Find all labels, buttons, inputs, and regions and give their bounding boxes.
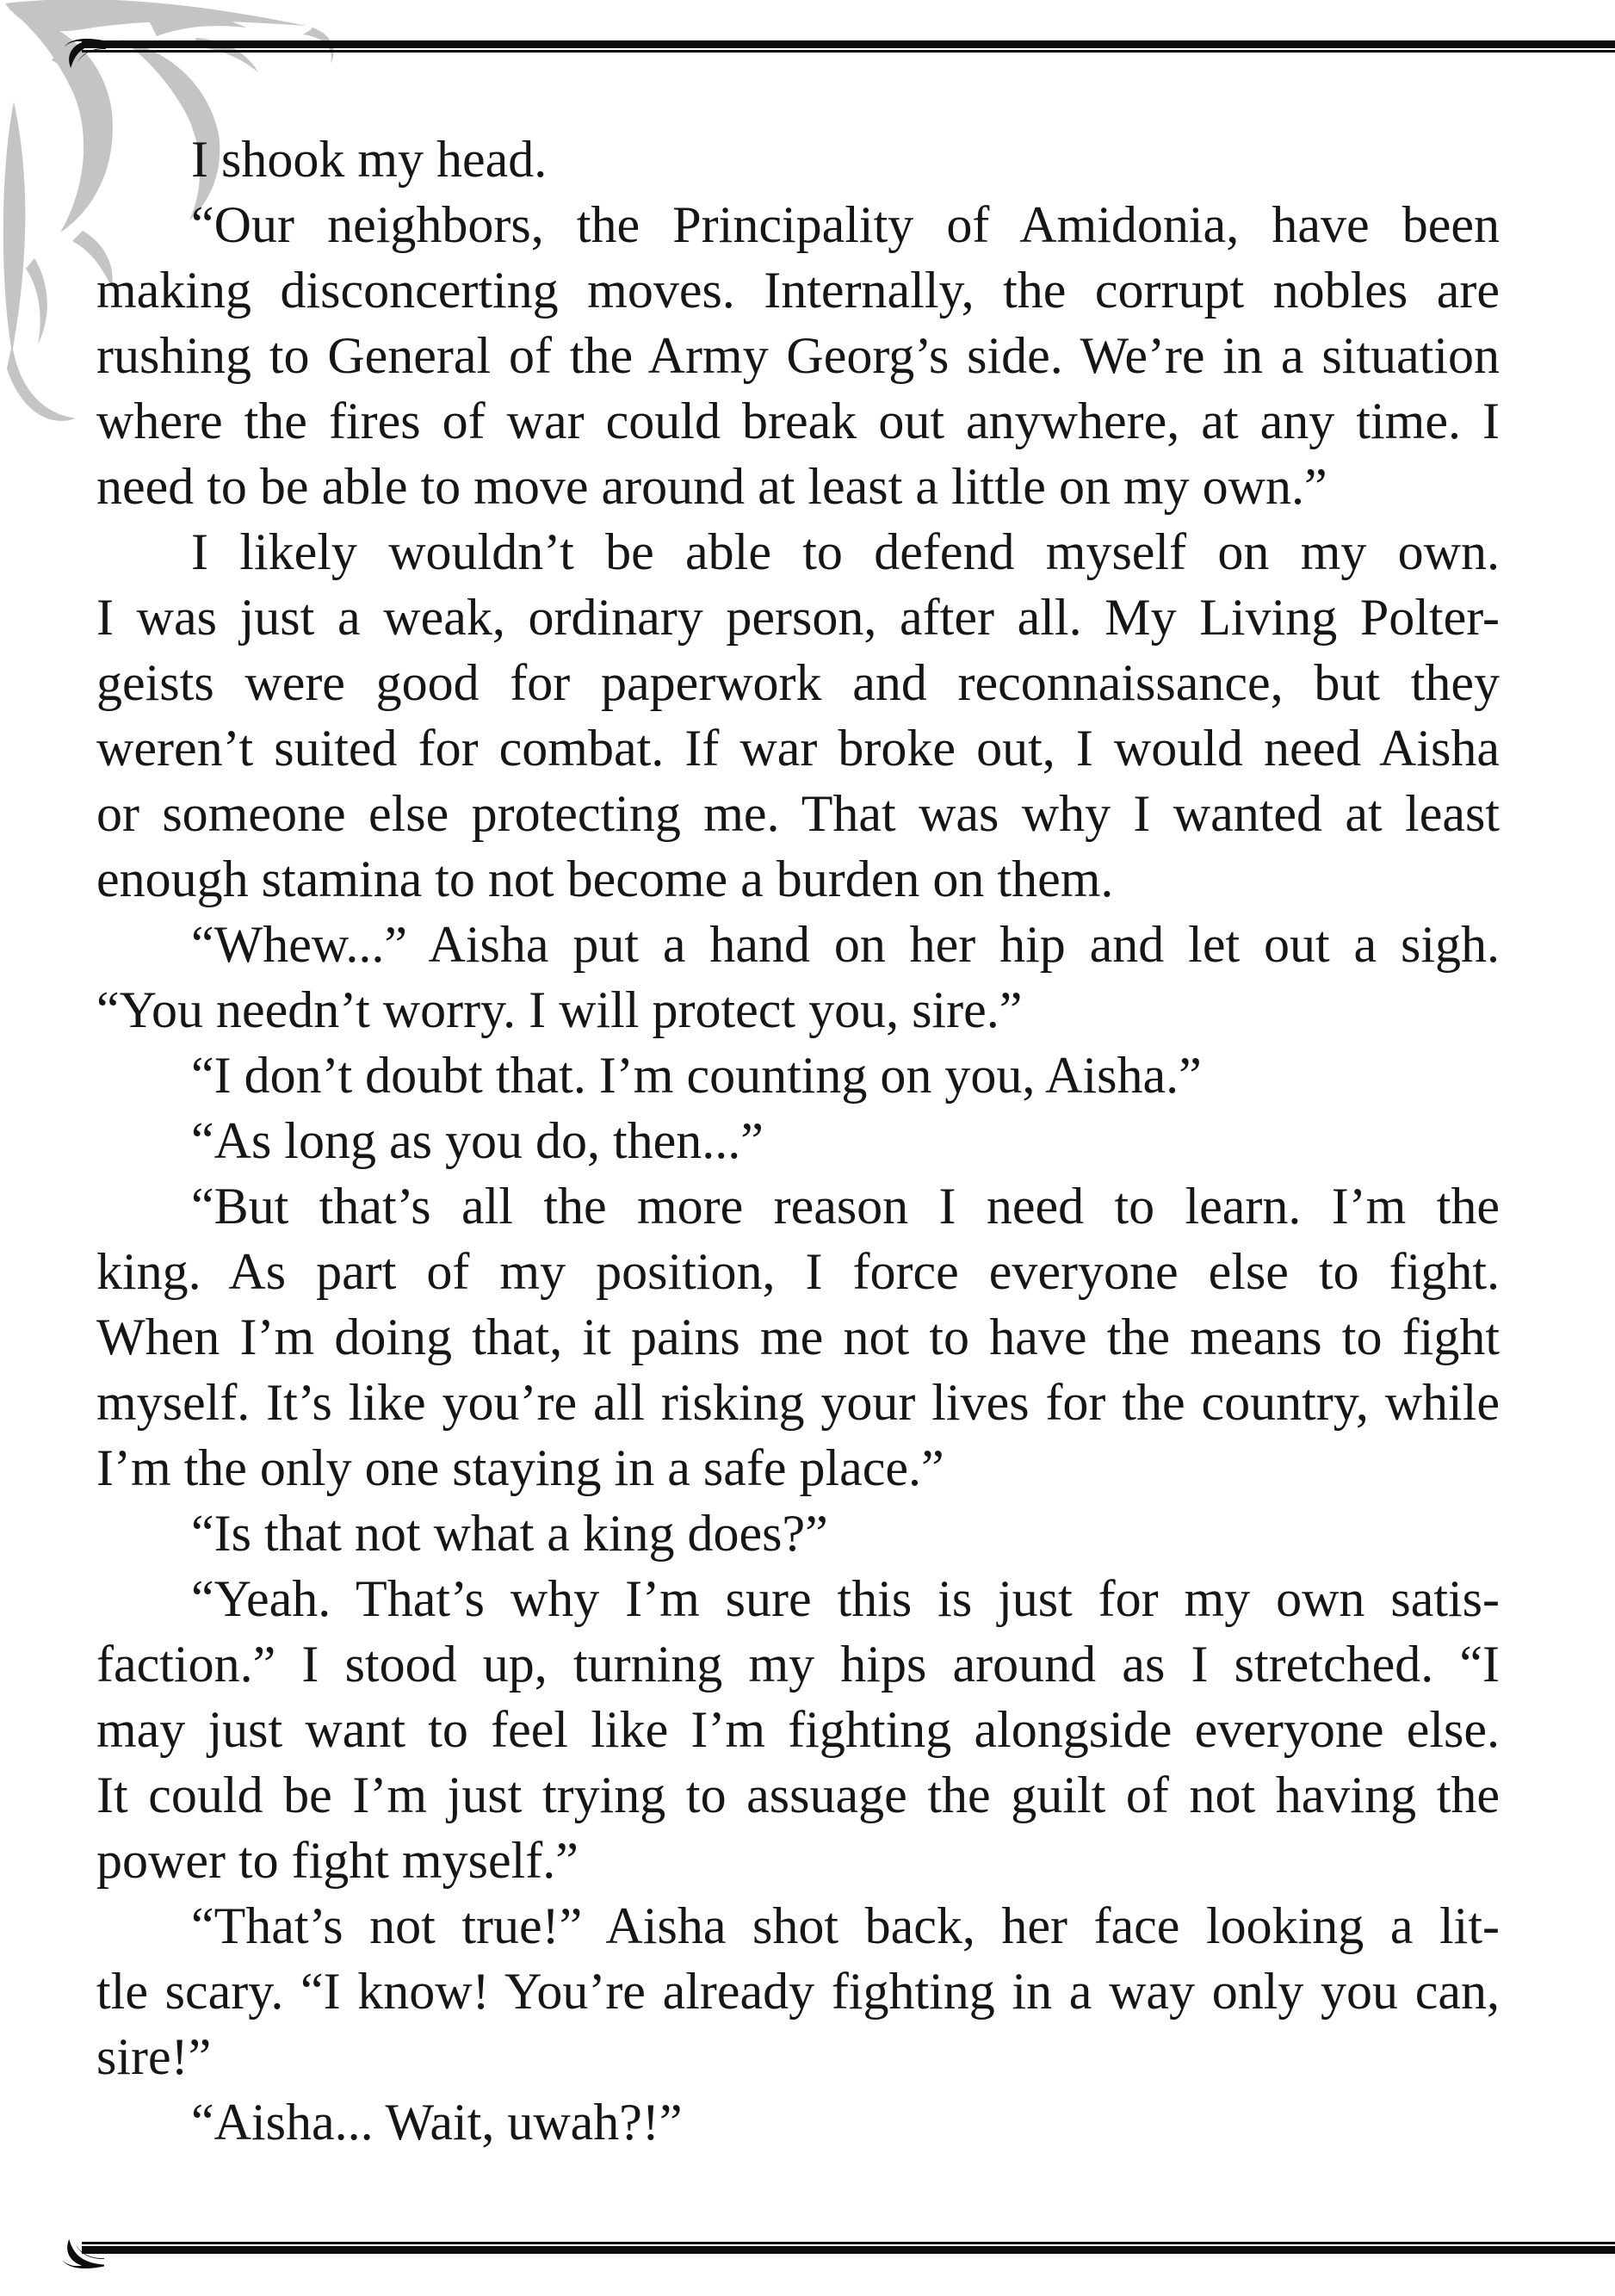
text-line: “Our neighbors, the Principality of Amidonia, have been (191, 196, 1500, 253)
text-line: sire!” (96, 2028, 212, 2085)
text-line: “Whew...” Aisha put a hand on her hip and let out a sigh. (191, 916, 1500, 973)
text-line: or someone else protecting me. That was why I wanted at least (96, 785, 1500, 842)
top-rule-swash-icon (63, 38, 106, 77)
text-block (96, 127, 1500, 2155)
text-line: “I don’t doubt that. I’m counting on you, Aisha.” (191, 1047, 1202, 1104)
text-line: I’m the only one staying in a safe place.” (96, 1439, 944, 1496)
text-line: It could be I’m just trying to assuage the guilt of not having the (96, 1767, 1500, 1823)
text-line: enough stamina to not become a burden on them. (96, 851, 1114, 907)
text-line: “Aisha... Wait, uwah?!” (191, 2094, 683, 2151)
text-line: myself. It’s like you’re all risking your lives for the country, while (96, 1374, 1500, 1431)
text-line: I likely wouldn’t be able to defend myself on my own. (191, 523, 1500, 580)
text-line: need to be able to move around at least a little on my own.” (96, 458, 1327, 515)
top-border-rule (82, 40, 1615, 53)
text-line: “You needn’t worry. I will protect you, sire.” (96, 981, 1023, 1038)
text-line: where the fires of war could break out anywhere, at any time. I (96, 393, 1500, 449)
text-line: weren’t suited for combat. If war broke out, I would need Aisha (96, 720, 1500, 777)
text-line: When I’m doing that, it pains me not to have the means to fight (96, 1309, 1500, 1365)
bottom-rule-thick-line (82, 2246, 1615, 2254)
bottom-rule-thin-line (82, 2242, 1615, 2244)
text-line: tle scary. “I know! You’re already fighting in a way only you can, (96, 1963, 1500, 2020)
text-line: I shook my head. (191, 131, 548, 188)
text-line: “That’s not true!” Aisha shot back, her face looking a lit- (191, 1897, 1500, 1954)
text-line: faction.” I stood up, turning my hips around as I stretched. “I (96, 1636, 1500, 1693)
text-line: power to fight myself.” (96, 1832, 579, 1889)
text-line: “Yeah. That’s why I’m sure this is just for my own satis- (191, 1570, 1500, 1627)
text-line: geists were good for paperwork and reconnaissance, but they (96, 654, 1500, 711)
text-line: making disconcerting moves. Internally, the corrupt nobles are (96, 262, 1500, 319)
bottom-rule-swash-icon (61, 2230, 104, 2269)
text-line: king. As part of my position, I force everyone else to fight. (96, 1243, 1500, 1300)
bottom-border-rule (82, 2242, 1615, 2254)
top-rule-thin-line (82, 50, 1615, 53)
text-line: may just want to feel like I’m fighting alongside everyone else. (96, 1701, 1500, 1758)
text-line: rushing to General of the Army Georg’s side. We’re in a situation (96, 327, 1500, 384)
text-line: “Is that not what a king does?” (191, 1505, 828, 1562)
top-rule-thick-line (82, 40, 1615, 48)
text-line: “As long as you do, then...” (191, 1112, 764, 1169)
text-line: “But that’s all the more reason I need to learn. I’m the (191, 1178, 1500, 1235)
text-line: I was just a weak, ordinary person, after all. My Living Polter- (96, 589, 1500, 646)
